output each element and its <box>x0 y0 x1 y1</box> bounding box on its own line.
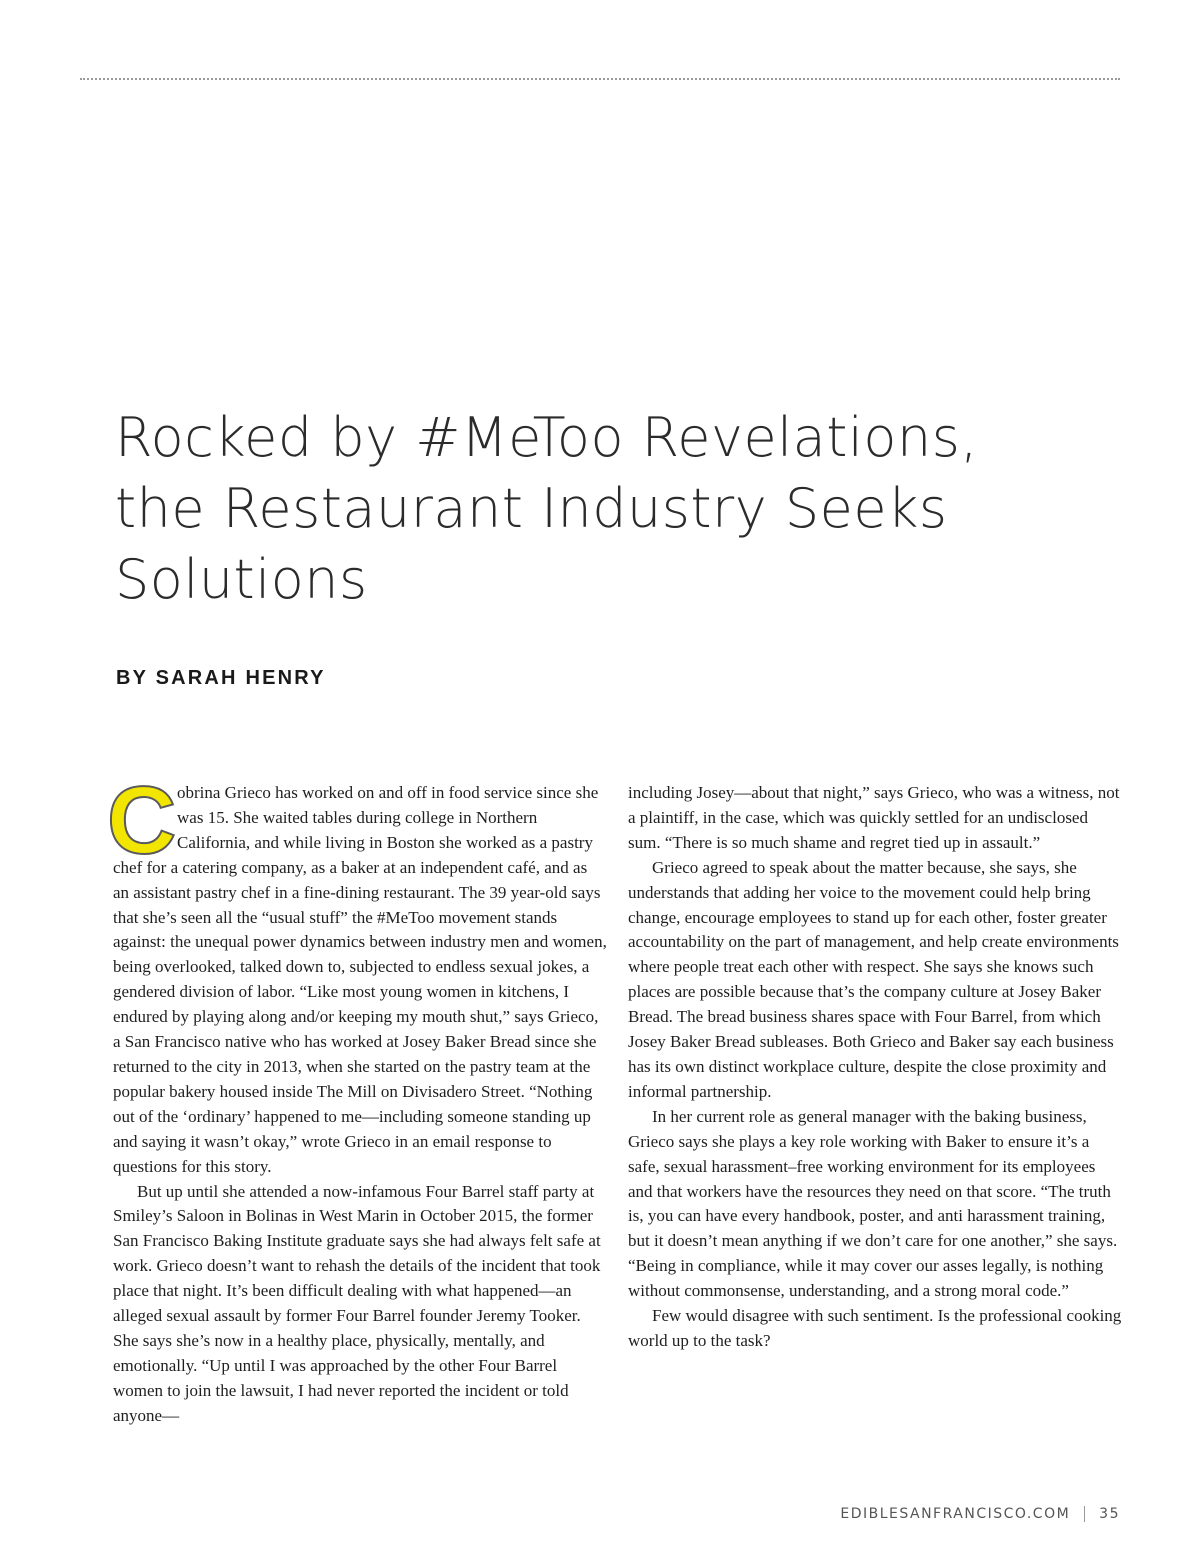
drop-cap-letter: C <box>107 767 177 874</box>
page-footer <box>840 1506 1120 1522</box>
footer-separator <box>1084 1506 1085 1522</box>
drop-cap <box>107 767 177 874</box>
article-headline: Rocked by #MeToo Revelations, the Restaurant Industry Seeks Solutions <box>115 406 978 611</box>
paragraph-3: including Josey—about that night,” says Grieco, who was a witness, not a plaintiff, in the case, which was quickly settled for an undisclosed sum. “There is so much shame and regret tied up in assault.” <box>628 783 1120 852</box>
paragraph-6: Few would disagree with such sentiment. Is the professional cooking world up to the task? <box>628 1306 1122 1350</box>
paragraph-1-text: obrina Grieco has worked on and off in food service since she was 15. She waited tables during college in Northern California, and while living in Boston she worked as a pastry chef for a catering company, as a baker at an independent café, and as an assistant pastry chef in a fine-dining restaurant. The 39 year-old says that she’s seen all the “usual stuff” the #MeToo movement stands against: the unequal power dynamics between industry men and women, being overlooked, talked down to, subjected to endless sexual jokes, a gendered division of labor. “Like most young women in kitchens, I endured by playing along and/or keeping my mouth shut,” says Grieco, a San Francisco native who has worked at Josey Baker Bread since she returned to the city in 2013, when she started on the pastry team at the popular bakery housed inside The Mill on Divisadero Street. “Nothing out of the ‘ordinary’ happened to me—including someone standing up and saying it wasn’t okay,” wrote Grieco in an email response to questions for this story. <box>113 783 607 1176</box>
paragraph-4: Grieco agreed to speak about the matter because, she says, she understands that adding her voice to the movement could help bring change, encourage employees to stand up for each other, foster greater accountability on the part of management, and help create environments where people treat each other with respect. She says she knows such places are possible because that’s the company culture at Josey Baker Bread. The bread business shares space with Four Barrel, from which Josey Baker Bread subleases. Both Grieco and Baker say each business has its own distinct workplace culture, despite the close proximity and informal partnership. <box>628 857 1119 1101</box>
footer-site-url: EDIBLESANFRANCISCO.COM <box>840 1506 1071 1522</box>
paragraph-2: But up until she attended a now-infamous Four Barrel staff party at Smiley’s Saloon in Bolinas in West Marin in October 2015, the former San Francisco Baking Institute graduate says she had always felt safe at work. Grieco doesn’t want to rehash the details of the incident that took place that night. It’s been difficult dealing with what happened—an alleged sexual assault by former Four Barrel founder Jeremy Tooker. She says she’s now in a healthy place, physically, mentally, and emotionally. “Up until I was approached by the other Four Barrel women to join the lawsuit, I had never reported the incident or told anyone— <box>113 1181 601 1425</box>
article-column-left <box>107 767 607 1429</box>
article-column-right <box>628 781 1122 1354</box>
paragraph-5: In her current role as general manager with the baking business, Grieco says she plays a key role working with Baker to ensure it’s a safe, sexual harassment–free working environment for its employees and that workers have the resources they need on that score. “The truth is, you can have every handbook, poster, and anti harassment training, but it doesn’t mean anything if we don’t care for one another,” she says. “Being in compliance, while it may cover our asses legally, is nothing without commonsense, understanding, and a strong moral code.” <box>628 1106 1118 1301</box>
page-number: 35 <box>1099 1506 1120 1522</box>
paragraph-1 <box>107 767 607 1180</box>
header-dotted-rule <box>80 78 1120 80</box>
article-byline: BY SARAH HENRY <box>116 667 326 689</box>
